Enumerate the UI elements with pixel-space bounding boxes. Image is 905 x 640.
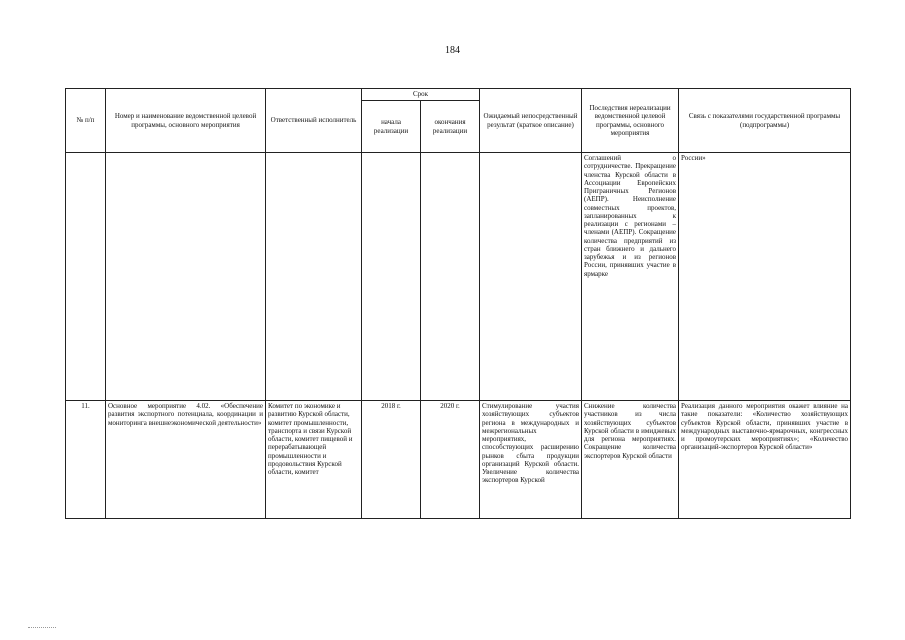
table-row	[66, 153, 851, 401]
cell-program-name	[106, 153, 266, 401]
cell-expected-result	[480, 153, 582, 401]
cell-end	[421, 153, 480, 401]
cell-consequences: Соглашений о сотрудничестве. Прекращение членства Курской области в Ассоциации Европейских Приграничных Регионов (АЕПР). Неисполнение совместных проектов, запланированных к реализации с регионами – членами (АЕПР). Сокращение количества предприятий из стран ближнего и дальнего зарубежья и из регионов России, принявших участие в ярмарке	[582, 153, 679, 401]
scan-artifact	[28, 627, 56, 630]
cell-indicator-link: Реализация данного мероприятия окажет влияние на такие показатели: «Количество хозяйствующих субъектов Курской области, принявших участие в международных выставочно-ярмарочных, конгрессных и промоутерских мероприятиях»; «Количество организаций-экспортеров Курской области»	[679, 401, 851, 519]
header-start: начала реализации	[362, 101, 421, 153]
cell-consequences: Снижение количества участников из числа хозяйствующих субъектов Курской области в имиджевых для региона мероприятиях. Сокращение количества экспортеров Курской области	[582, 401, 679, 519]
header-number: № п/п	[66, 89, 106, 153]
page-number: 184	[445, 45, 460, 56]
header-consequences: Последствия нереализации ведомственной целевой программы, основного мероприятия	[582, 89, 679, 153]
program-table	[65, 88, 851, 519]
cell-indicator-link: России»	[679, 153, 851, 401]
cell-responsible: Комитет по экономике и развитию Курской области, комитет промышленности, транспорта и связи Курской области, комитет пищевой и перерабатывающей промышленности и продовольствия Курской области, комитет	[266, 401, 362, 519]
cell-number	[66, 153, 106, 401]
header-indicator-link: Связь с показателями государственной программы (подпрограммы)	[679, 89, 851, 153]
header-term: Срок	[362, 89, 480, 101]
header-expected-result: Ожидаемый непосредственный результат (краткое описание)	[480, 89, 582, 153]
header-end: окончания реализации	[421, 101, 480, 153]
cell-program-name: Основное мероприятие 4.02. «Обеспечение развития экспортного потенциала, координации и мониторинга внешнеэкономической деятельности»	[106, 401, 266, 519]
cell-expected-result: Стимулирование участия хозяйствующих субъектов региона в международных и межрегиональных мероприятиях, способствующих расширению рынков сбыта продукции организаций Курской области. Увеличение количества экспортеров Курской	[480, 401, 582, 519]
table-row	[66, 401, 851, 519]
cell-start	[362, 153, 421, 401]
cell-number: 11.	[66, 401, 106, 519]
cell-start: 2018 г.	[362, 401, 421, 519]
cell-end: 2020 г.	[421, 401, 480, 519]
header-program-name: Номер и наименование ведомственной целевой программы, основного мероприятия	[106, 89, 266, 153]
header-responsible: Ответственный исполнитель	[266, 89, 362, 153]
cell-responsible	[266, 153, 362, 401]
